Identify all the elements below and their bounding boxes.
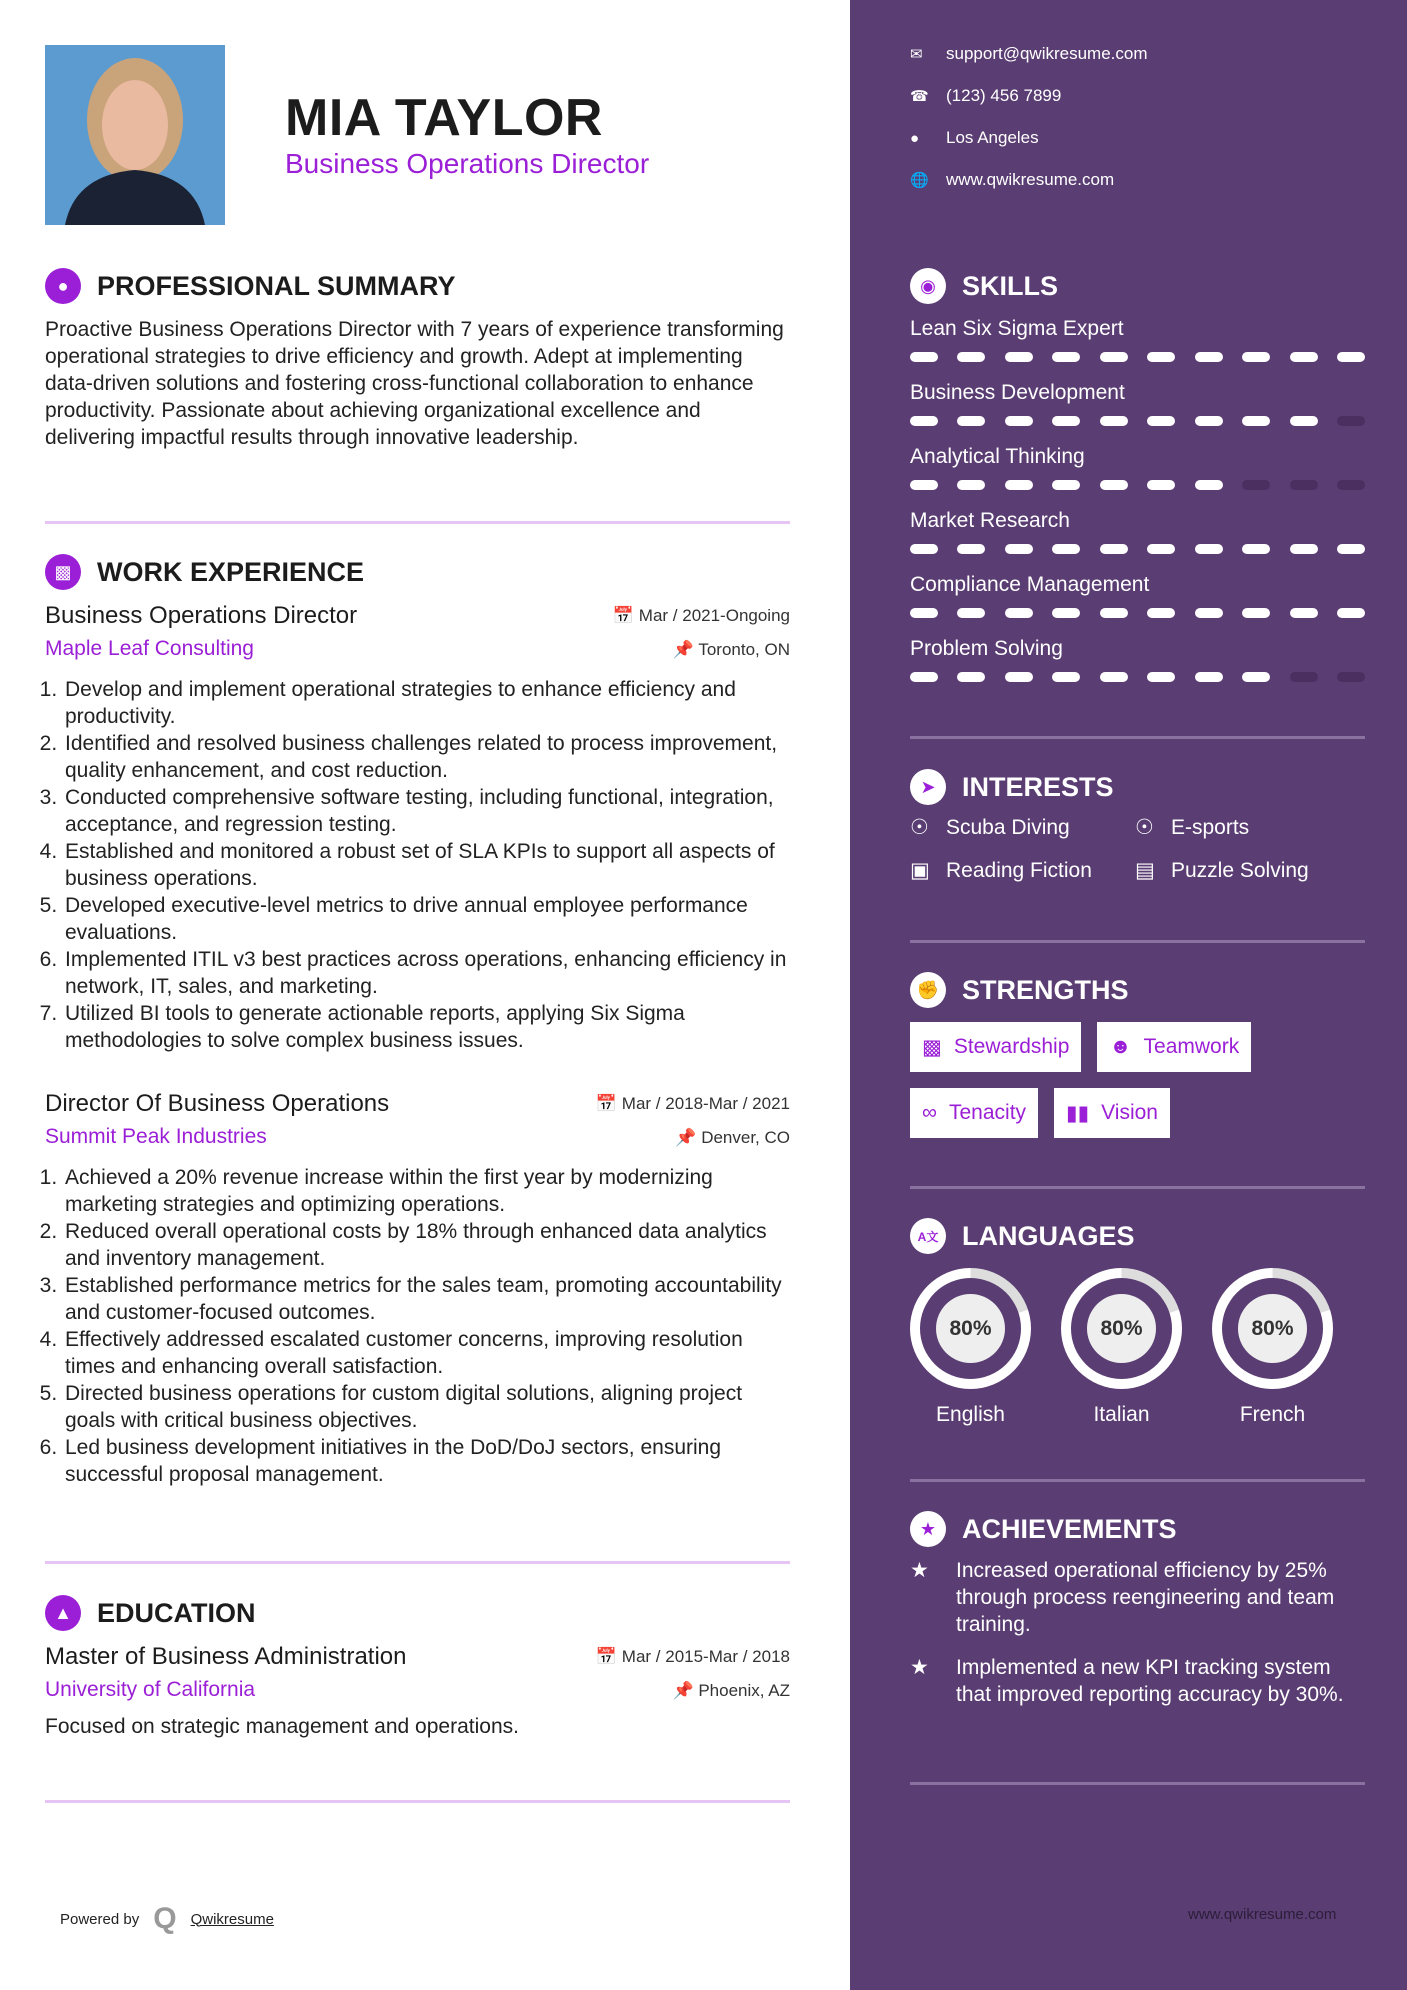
school: University of California: [45, 1678, 256, 1701]
section-heading: INTERESTS: [962, 771, 1114, 802]
user-icon: ●: [45, 268, 81, 304]
contact-item: [910, 75, 1365, 117]
skill-dot: [1052, 352, 1080, 362]
section-heading: ACHIEVEMENTS: [962, 1513, 1177, 1544]
skill-dot: [957, 608, 985, 618]
job-date: Mar / 2018-Mar / 2021: [621, 1094, 790, 1113]
achievement-text: Increased operational efficiency by 25% through process reengineering and team training.: [956, 1559, 1335, 1636]
skill-dot: [1242, 416, 1270, 426]
skill-dot: [1147, 672, 1175, 682]
education-location: Phoenix, AZ: [698, 1681, 790, 1700]
skill-dot: [1242, 352, 1270, 362]
strength-label: Vision: [1101, 1101, 1158, 1124]
skill-dot: [1005, 544, 1033, 554]
bullet-item: 2. Identified and resolved business challenges related to process improvement, quality enhancement, and cost reduction.: [63, 730, 790, 784]
pin-icon: 📌: [672, 640, 699, 659]
strength-badge: [910, 1022, 1081, 1072]
skill-dot: [1147, 608, 1175, 618]
bullet-item: 6. Led business development initiatives in the DoD/DoJ sectors, ensuring successful proposal management.: [63, 1434, 790, 1488]
languages-section: [910, 1216, 1365, 1427]
job-location-wrap: [675, 1128, 790, 1148]
skill-item: [910, 442, 1365, 506]
skill-level-bar: [910, 480, 1365, 490]
bullet-item: 7. Utilized BI tools to generate actionable reports, applying Six Sigma methodologies to solve complex business issues.: [63, 1000, 790, 1054]
interest-item: [910, 815, 1135, 840]
education-date: Mar / 2015-Mar / 2018: [621, 1647, 790, 1666]
strength-label: Stewardship: [953, 1035, 1070, 1058]
language-percent: 80%: [936, 1294, 1005, 1363]
skill-label: Problem Solving: [910, 637, 1063, 660]
skill-level-bar: [910, 608, 1365, 618]
life-ring-icon: ☉: [1135, 816, 1154, 839]
divider: [45, 521, 790, 524]
calendar-icon: 📅: [595, 1094, 622, 1113]
skill-dot: [910, 416, 938, 426]
qwikresume-link[interactable]: Qwikresume: [190, 1910, 274, 1928]
job-date: Mar / 2021-Ongoing: [638, 606, 790, 625]
skill-dot: [1147, 544, 1175, 554]
phone-icon: ☎: [910, 88, 929, 105]
interest-label: Puzzle Solving: [1171, 859, 1309, 882]
work-experience-section: [45, 552, 790, 1488]
professional-summary-section: [45, 266, 790, 451]
job-location-wrap: [673, 640, 790, 660]
candidate-name: MIA TAYLOR: [285, 89, 603, 147]
divider: [910, 1186, 1365, 1189]
skill-dot: [1242, 544, 1270, 554]
link-icon: ∞: [922, 1101, 937, 1124]
qwikresume-logo-icon: Q: [153, 1902, 177, 1935]
skill-item: [910, 314, 1365, 378]
language-percent: 80%: [1238, 1294, 1307, 1363]
skill-dot: [1290, 544, 1318, 554]
skill-label: Market Research: [910, 509, 1070, 532]
skill-label: Analytical Thinking: [910, 445, 1085, 468]
divider: [45, 1561, 790, 1564]
contact-item: [910, 33, 1365, 75]
bullet-item: 4. Effectively addressed escalated customer concerns, improving resolution times and enhancing overall satisfaction.: [63, 1326, 790, 1380]
summary-text: Proactive Business Operations Director with 7 years of experience transforming operational strategies to drive efficiency and growth. Adept at implementing data-driven solutions and fostering cross-functional collaboration to enhance productivity. Passionate about achieving organizational excellence and delivering impactful results through innovative leadership.: [45, 318, 784, 449]
achievement-item: [910, 1654, 1365, 1708]
skill-item: [910, 378, 1365, 442]
section-heading: PROFESSIONAL SUMMARY: [97, 270, 456, 301]
section-heading: LANGUAGES: [962, 1220, 1135, 1251]
skill-dot: [1290, 480, 1318, 490]
job-location: Denver, CO: [701, 1128, 790, 1147]
strength-label: Teamwork: [1143, 1035, 1240, 1058]
skill-dot: [1052, 544, 1080, 554]
skill-dot: [957, 544, 985, 554]
job-bullets: [63, 1164, 790, 1488]
footer-site: www.qwikresume.com: [1188, 1906, 1337, 1923]
graduation-icon: ▲: [45, 1595, 81, 1631]
skill-dot: [1337, 416, 1365, 426]
divider: [910, 1479, 1365, 1482]
strengths-section: [910, 970, 1365, 1138]
bullet-item: 5. Developed executive-level metrics to drive annual employee performance evaluations.: [63, 892, 790, 946]
section-heading: STRENGTHS: [962, 974, 1129, 1005]
skill-item: [910, 506, 1365, 570]
job-title: Business Operations Director: [45, 602, 358, 629]
skill-dot: [1290, 416, 1318, 426]
contact-item: [910, 117, 1365, 159]
skill-dot: [1147, 480, 1175, 490]
interests-section: [910, 767, 1365, 883]
degree: Master of Business Administration: [45, 1643, 407, 1670]
bullet-item: 3. Conducted comprehensive software testing, including functional, integration, acceptance, and regression testing.: [63, 784, 790, 838]
skill-dot: [957, 352, 985, 362]
star-icon: ★: [910, 1559, 929, 1582]
language-name: English: [936, 1403, 1005, 1426]
skill-dot: [1195, 352, 1223, 362]
skill-dot: [1195, 672, 1223, 682]
language-progress-ring: [910, 1268, 1031, 1389]
divider: [45, 1800, 790, 1803]
skill-dot: [1290, 672, 1318, 682]
contact-list: [910, 33, 1365, 201]
language-item: [1212, 1268, 1333, 1427]
skill-dot: [1005, 480, 1033, 490]
job-date-wrap: [613, 606, 790, 626]
contact-value[interactable]: support@qwikresume.com: [946, 44, 1148, 63]
skill-dot: [1195, 544, 1223, 554]
bullet-item: 1. Achieved a 20% revenue increase within the first year by modernizing marketing strategies and optimizing operations.: [63, 1164, 790, 1218]
skill-dot: [957, 480, 985, 490]
skill-dot: [910, 480, 938, 490]
divider: [910, 1782, 1365, 1785]
skill-dot: [957, 672, 985, 682]
skill-dot: [1195, 480, 1223, 490]
contact-value[interactable]: Los Angeles: [946, 128, 1039, 147]
skill-dot: [1005, 608, 1033, 618]
skill-dot: [1100, 608, 1128, 618]
skill-dot: [910, 608, 938, 618]
achievement-item: [910, 1557, 1365, 1638]
skill-dot: [1100, 672, 1128, 682]
language-name: French: [1239, 1403, 1306, 1426]
strength-badge: [1054, 1088, 1170, 1138]
contact-item: [910, 159, 1365, 201]
skill-dot: [957, 416, 985, 426]
company-name: Maple Leaf Consulting: [45, 637, 254, 660]
map-pin-icon: ●: [910, 129, 920, 147]
education-section: [45, 1593, 790, 1740]
skill-dot: [1052, 480, 1080, 490]
star-badge-icon: ★: [910, 1511, 946, 1547]
skill-dot: [1147, 416, 1175, 426]
interest-label: E-sports: [1171, 816, 1250, 839]
job-title: Director Of Business Operations: [45, 1090, 390, 1117]
skill-level-bar: [910, 672, 1365, 682]
lightbulb-icon: ◉: [910, 268, 946, 304]
skill-dot: [1242, 608, 1270, 618]
users-icon: ☻: [1109, 1035, 1132, 1058]
skills-section: [910, 266, 1365, 698]
powered-by-label: Powered by: [60, 1910, 140, 1928]
bullet-item: 6. Implemented ITIL v3 best practices across operations, enhancing efficiency in network, IT, sales, and marketing.: [63, 946, 790, 1000]
skill-dot: [1290, 352, 1318, 362]
pin-icon: 📌: [675, 1128, 702, 1147]
skill-level-bar: [910, 352, 1365, 362]
book-icon: ▤: [1135, 859, 1155, 882]
skill-dot: [1242, 672, 1270, 682]
strength-badge: [910, 1088, 1038, 1138]
contact-value[interactable]: www.qwikresume.com: [946, 170, 1115, 189]
skill-dot: [1052, 672, 1080, 682]
section-heading: WORK EXPERIENCE: [97, 556, 365, 587]
skill-dot: [1100, 480, 1128, 490]
paper-plane-icon: ➤: [910, 769, 946, 805]
globe-icon: 🌐: [910, 172, 929, 189]
interest-item: [1135, 815, 1365, 840]
skill-dot: [1195, 416, 1223, 426]
skill-dot: [1242, 480, 1270, 490]
skill-item: [910, 634, 1365, 698]
bullet-item: 2. Reduced overall operational costs by 18% through enhanced data analytics and inventory management.: [63, 1218, 790, 1272]
language-percent: 80%: [1087, 1294, 1156, 1363]
skill-dot: [1290, 608, 1318, 618]
skill-dot: [1195, 608, 1223, 618]
skill-item: [910, 570, 1365, 634]
footer-powered: [60, 1902, 274, 1936]
divider: [910, 736, 1365, 739]
skill-dot: [1337, 608, 1365, 618]
section-heading: SKILLS: [962, 270, 1059, 301]
pin-icon: 📌: [672, 1681, 699, 1700]
life-ring-icon: ☉: [910, 816, 929, 839]
candidate-title: Business Operations Director: [285, 148, 650, 179]
binoculars-icon: ▮▮: [1066, 1101, 1090, 1125]
section-heading: EDUCATION: [97, 1597, 256, 1628]
bullet-item: 4. Established and monitored a robust set of SLA KPIs to support all aspects of business operations.: [63, 838, 790, 892]
bullet-item: 3. Established performance metrics for the sales team, promoting accountability and customer-focused outcomes.: [63, 1272, 790, 1326]
language-progress-ring: [1212, 1268, 1333, 1389]
interest-item: [1135, 858, 1365, 883]
briefcase-icon: ▩: [922, 1035, 942, 1059]
gamepad-icon: ▣: [910, 859, 930, 882]
strength-label: Tenacity: [948, 1101, 1027, 1124]
interest-label: Reading Fiction: [946, 859, 1092, 882]
language-item: [910, 1268, 1031, 1427]
interest-item: [910, 858, 1135, 883]
skill-dot: [1337, 352, 1365, 362]
language-progress-ring: [1061, 1268, 1182, 1389]
job-entry: [45, 600, 790, 1054]
skill-dot: [1005, 352, 1033, 362]
calendar-icon: 📅: [595, 1647, 622, 1666]
profile-photo: [45, 45, 225, 225]
skill-dot: [1052, 608, 1080, 618]
skill-level-bar: [910, 544, 1365, 554]
achievement-text: Implemented a new KPI tracking system that improved reporting accuracy by 30%.: [956, 1656, 1344, 1706]
job-entry: [45, 1088, 790, 1488]
language-item: [1061, 1268, 1182, 1427]
job-location: Toronto, ON: [698, 640, 790, 659]
skill-dot: [1100, 416, 1128, 426]
achievements-section: [910, 1509, 1365, 1708]
briefcase-icon: ▩: [45, 554, 81, 590]
skill-label: Compliance Management: [910, 573, 1150, 596]
skill-label: Business Development: [910, 381, 1125, 404]
skill-dot: [1005, 672, 1033, 682]
skill-dot: [1005, 416, 1033, 426]
language-name: Italian: [1093, 1403, 1150, 1426]
envelope-icon: ✉: [910, 46, 923, 63]
calendar-icon: 📅: [612, 606, 639, 625]
fist-icon: ✊: [910, 972, 946, 1008]
company-name: Summit Peak Industries: [45, 1125, 267, 1148]
skill-dot: [910, 544, 938, 554]
bullet-item: 5. Directed business operations for custom digital solutions, aligning project goals with critical business objectives.: [63, 1380, 790, 1434]
divider: [910, 940, 1365, 943]
skill-dot: [1100, 544, 1128, 554]
contact-value[interactable]: (123) 456 7899: [946, 86, 1062, 105]
skill-dot: [1337, 480, 1365, 490]
skill-dot: [1337, 672, 1365, 682]
strength-badge: [1097, 1022, 1251, 1072]
bullet-item: 1. Develop and implement operational strategies to enhance efficiency and productivity.: [63, 676, 790, 730]
skill-dot: [1337, 544, 1365, 554]
skill-level-bar: [910, 416, 1365, 426]
star-icon: ★: [910, 1656, 929, 1679]
skill-dot: [910, 352, 938, 362]
skill-dot: [910, 672, 938, 682]
skill-label: Lean Six Sigma Expert: [910, 317, 1124, 340]
translate-icon: A文: [910, 1218, 946, 1254]
interest-label: Scuba Diving: [946, 816, 1070, 839]
job-bullets: [63, 676, 790, 1054]
skill-dot: [1052, 416, 1080, 426]
skill-dot: [1100, 352, 1128, 362]
job-date-wrap: [596, 1094, 790, 1114]
education-note: Focused on strategic management and operations.: [45, 1715, 519, 1738]
skill-dot: [1147, 352, 1175, 362]
